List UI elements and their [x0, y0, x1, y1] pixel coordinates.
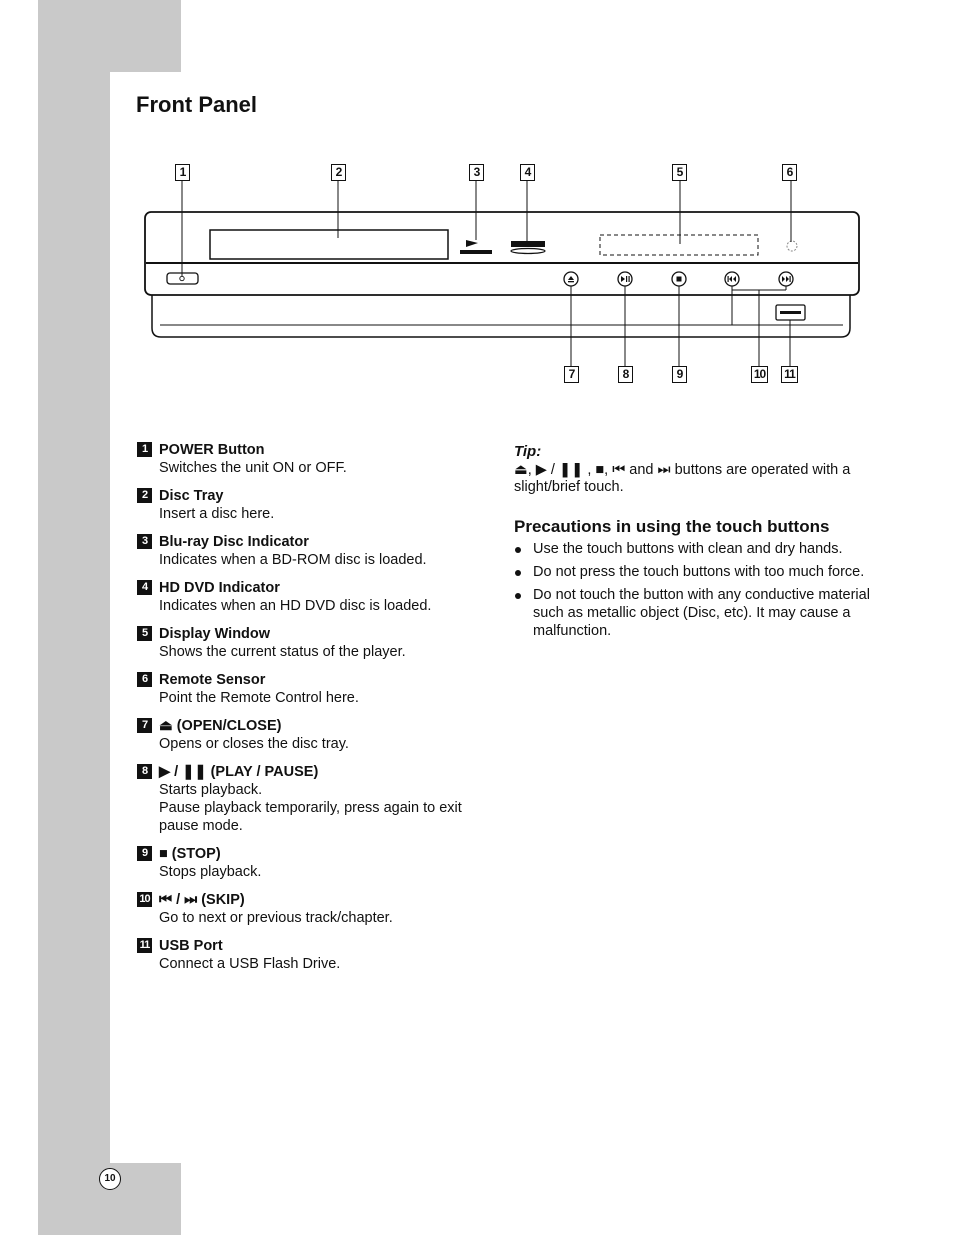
item-desc: Go to next or previous track/chapter.: [159, 910, 393, 926]
precautions-title: Precautions in using the touch buttons: [514, 517, 830, 536]
list-item: [137, 937, 497, 973]
usb-port: [776, 305, 805, 320]
tip-title: Tip:: [514, 443, 542, 460]
callout-10: 10: [751, 366, 768, 383]
item-desc: Indicates when a BD-ROM disc is loaded.: [159, 552, 427, 568]
item-title: HD DVD Indicator: [159, 580, 280, 596]
list-item: [137, 533, 497, 569]
stop-button: [672, 272, 686, 286]
callout-7: 7: [564, 366, 579, 383]
callout-6: 6: [782, 164, 797, 181]
callout-4: 4: [520, 164, 535, 181]
list-item: [137, 625, 497, 661]
item-number: 4: [137, 580, 152, 595]
item-desc: Switches the unit ON or OFF.: [159, 460, 347, 476]
item-desc: Point the Remote Control here.: [159, 690, 359, 706]
callout-9: 9: [672, 366, 687, 383]
list-item: [137, 763, 497, 835]
bullet-text: Do not touch the button with any conductive material such as metallic object (Disc, etc). It may cause a malfunction.: [533, 587, 870, 639]
item-number: 3: [137, 534, 152, 549]
item-number: 6: [137, 672, 152, 687]
open-close-button: [564, 272, 578, 286]
list-item: [137, 487, 497, 523]
item-number: 7: [137, 718, 152, 733]
item-title: ⏏ (OPEN/CLOSE): [159, 718, 282, 734]
callout-2: 2: [331, 164, 346, 181]
callout-11: 11: [781, 366, 798, 383]
item-number: 9: [137, 846, 152, 861]
play-pause-button: [618, 272, 632, 286]
item-title: Disc Tray: [159, 488, 224, 504]
list-item: [137, 891, 497, 927]
item-desc: Insert a disc here.: [159, 506, 275, 522]
item-title: Display Window: [159, 626, 271, 642]
item-desc: Shows the current status of the player.: [159, 644, 406, 660]
page-title: Front Panel: [136, 92, 258, 117]
item-number: 11: [137, 938, 152, 953]
item-title: ■ (STOP): [159, 846, 221, 862]
page-number: 10: [99, 1168, 121, 1190]
item-title: POWER Button: [159, 442, 265, 458]
item-title: ⏮ / ⏭ (SKIP): [159, 892, 245, 908]
item-number: 8: [137, 764, 152, 779]
item-desc: Opens or closes the disc tray.: [159, 736, 349, 752]
front-panel-diagram: [0, 0, 954, 400]
list-item: [514, 563, 874, 581]
callout-3: 3: [469, 164, 484, 181]
tip-text: ⏏, ▶ / ❚❚ , ■, ⏮ and ⏭ buttons are operated with a slight/brief touch.: [514, 462, 851, 495]
callout-8: 8: [618, 366, 633, 383]
item-title: USB Port: [159, 938, 223, 954]
item-number: 10: [137, 892, 152, 907]
item-number: 2: [137, 488, 152, 503]
list-item: [514, 540, 874, 558]
bullet-text: Do not press the touch buttons with too much force.: [533, 564, 865, 580]
feature-list: [137, 441, 497, 983]
bullet-text: Use the touch buttons with clean and dry hands.: [533, 541, 843, 557]
item-title: Remote Sensor: [159, 672, 266, 688]
bullet-icon: [515, 570, 521, 576]
callout-1: 1: [175, 164, 190, 181]
item-title: Blu-ray Disc Indicator: [159, 534, 309, 550]
item-desc: Starts playback.: [159, 782, 263, 798]
skip-forward-button: [779, 272, 793, 286]
bullet-icon: [515, 593, 521, 599]
list-item: [514, 586, 874, 640]
item-title: ▶ / ❚❚ (PLAY / PAUSE): [159, 764, 319, 780]
tip-section: [514, 442, 874, 496]
skip-back-button: [725, 272, 739, 286]
list-item: [137, 845, 497, 881]
list-item: [137, 717, 497, 753]
precautions-list: [514, 540, 874, 640]
item-number: 5: [137, 626, 152, 641]
item-desc: Indicates when an HD DVD disc is loaded.: [159, 598, 432, 614]
item-desc: Pause playback temporarily, press again to exit pause mode.: [159, 800, 462, 834]
bullet-icon: [515, 547, 521, 553]
precautions-section: [514, 516, 874, 645]
list-item: [137, 441, 497, 477]
list-item: [137, 579, 497, 615]
callout-5: 5: [672, 164, 687, 181]
item-number: 1: [137, 442, 152, 457]
item-desc: Connect a USB Flash Drive.: [159, 956, 341, 972]
list-item: [137, 671, 497, 707]
item-desc: Stops playback.: [159, 864, 262, 880]
